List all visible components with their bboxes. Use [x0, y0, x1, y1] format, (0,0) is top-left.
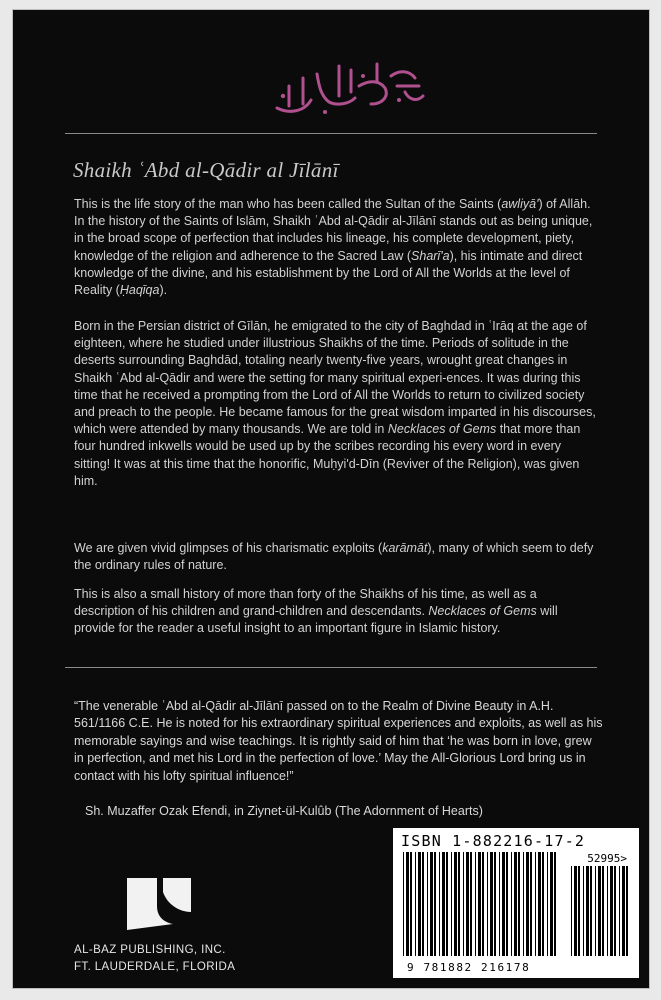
barcode-bar	[538, 852, 541, 956]
barcode-bar	[454, 852, 457, 956]
barcode-bar	[526, 852, 529, 956]
barcode-bar	[511, 852, 512, 956]
barcode-bar	[523, 852, 524, 956]
publisher-info	[74, 942, 235, 976]
barcode-bar	[434, 852, 436, 956]
barcode-bar	[470, 852, 472, 956]
barcode-bar	[514, 852, 517, 956]
barcode-bar	[403, 852, 404, 956]
barcode-bar	[578, 866, 580, 956]
description-paragraph-4: This is also a small history of more than forty of the Shaikhs of his time, as well as a description of his children and grand-children and descendants. Necklaces of Gems will provide for the reader a useful insight to an important figure in Islamic history.	[74, 587, 558, 636]
barcode-bar	[571, 866, 572, 956]
calligraphy-emblem	[259, 56, 429, 116]
barcode-bar	[502, 852, 505, 956]
barcode-bar	[595, 866, 596, 956]
barcode-bar	[466, 852, 469, 956]
barcode-bar	[446, 852, 448, 956]
barcode-bar	[530, 852, 532, 956]
barcode-bar	[494, 852, 496, 956]
barcode-bar	[598, 866, 601, 956]
description-paragraph-1: This is the life story of the man who has been called the Sultan of the Saints (awliyā') of Allāh. In the history of the Saints of Islām, Shaikh ʿAbd al-Qādir al-Jīlānī stands out as being unique, in the broad scope of perfection that includes his lineage, his complete development, piety, knowledge of the religion and adherence to the Sacred Law (Sharī'a), his intimate and direct knowledge of the divine, and his establishment by the Lord of All the Worlds at the level of Reality (Ḥaqīqa).	[74, 197, 593, 298]
barcode-bar	[463, 852, 464, 956]
barcode-bar	[482, 852, 484, 956]
barcode-bar	[499, 852, 500, 956]
barcode-bar	[607, 866, 608, 956]
description-paragraph-2: Born in the Persian district of Gīlān, he emigrated to the city of Baghdad in ʿIrāq at the age of eighteen, where he studied under illustrious Shaikhs of the time. Periods of solitude in the deserts surrounding Baghdād, totaling nearly twenty-five years, wrought great changes in Shaikh ʿAbd al-Qādir and were the setting for many spiritual experi-ences. It was during this time that he received a prompting from the Lord of All the Worlds to return to civilized society and preach to the people. He became famous for the great wisdom imparted in his discourses, which were attended by many thousands. We are told in Necklaces of Gems that more than four hundred inkwells would be used up by the scribes recording his every word in every sitting! It was at this time that the honorific, Muḥyi'd-Dīn (Reviver of the Religion), was given him.	[74, 319, 596, 488]
barcode-bar	[626, 866, 628, 956]
barcode-bar	[574, 866, 577, 956]
endorsement-quote: “The venerable ʿAbd al-Qādir al-Jīlānī passed on to the Realm of Divine Beauty in A.H. 561/1166 C.E. He is noted for his extraordinary spiritual experiences and exploits, as well as his memorable sayings and wise teachings. It is rightly said of him that ‘he was born in love, grew in perfection, and met his Lord in the perfection of love.’ May the All-Glorious Lord bring us in contact with his lofty spiritual influence!”	[74, 699, 603, 783]
back-cover	[13, 10, 649, 988]
quote-attribution: Sh. Muzaffer Ozak Efendi, in Ziynet-ül-Kulûb (The Adornment of Hearts)	[85, 804, 483, 818]
barcode-bar	[475, 852, 476, 956]
barcode-bar	[418, 852, 421, 956]
publisher-name: AL-BAZ PUBLISHING, INC.	[74, 944, 226, 956]
barcode-bar	[422, 852, 424, 956]
book-title: Shaikh ʿAbd al-Qādir al Jīlānī	[73, 158, 339, 182]
barcode-bar	[518, 852, 520, 956]
barcode-bar	[427, 852, 428, 956]
publisher-location: FT. LAUDERDALE, FLORIDA	[74, 961, 236, 973]
barcode-bar	[554, 852, 556, 956]
barcode-bar	[415, 852, 416, 956]
barcode-bar	[490, 852, 493, 956]
barcode-bar	[439, 852, 440, 956]
barcode-bar	[586, 866, 589, 956]
barcode-bar	[602, 866, 604, 956]
barcode-bar	[614, 866, 616, 956]
barcode-bar	[547, 852, 548, 956]
barcode-bar	[622, 866, 625, 956]
barcode-bar	[619, 866, 620, 956]
barcode-bar	[487, 852, 488, 956]
barcode-bar	[542, 852, 544, 956]
barcode-bar	[430, 852, 433, 956]
barcode-bar	[610, 866, 613, 956]
barcode-bar	[406, 852, 409, 956]
isbn-barcode	[393, 828, 639, 978]
barcode-bar	[506, 852, 508, 956]
barcode-bar	[442, 852, 445, 956]
barcode-bar	[458, 852, 460, 956]
description-paragraph-3: We are given vivid glimpses of his charismatic exploits (karāmāt), many of which seem to defy the ordinary rules of nature.	[74, 541, 594, 573]
top-divider	[65, 133, 597, 134]
barcode-bar	[550, 852, 553, 956]
isbn-number: ISBN 1-882216-17-2	[401, 832, 586, 850]
barcode-bar	[451, 852, 452, 956]
price-code: 52995>	[587, 852, 627, 865]
ean-barcode-bars	[401, 852, 561, 956]
middle-divider	[65, 667, 597, 668]
price-barcode-bars	[569, 866, 629, 956]
barcode-bar	[535, 852, 536, 956]
barcode-bar	[590, 866, 592, 956]
ean-number: 9 781882 216178	[407, 961, 531, 974]
barcode-bar	[410, 852, 412, 956]
barcode-bar	[478, 852, 481, 956]
barcode-bar	[583, 866, 584, 956]
publisher-logo-icon	[123, 872, 195, 934]
